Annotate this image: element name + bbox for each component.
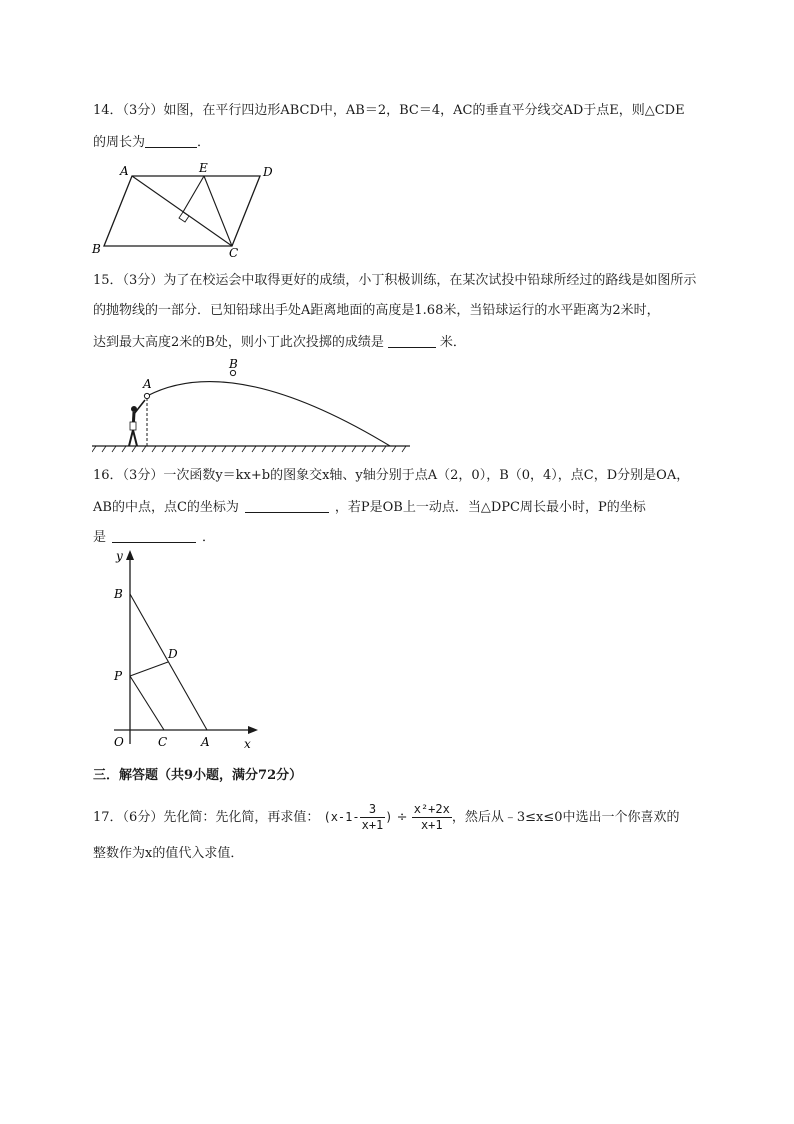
label-a: A <box>143 377 152 391</box>
section3-heading: 三．解答题（共9小题，满分72分） <box>93 768 303 783</box>
q16-line3-pre: 是 <box>93 530 107 545</box>
label-b: B <box>114 587 123 601</box>
frac2-numerator: x²+2x <box>413 802 450 816</box>
q16-line2 <box>93 498 646 517</box>
q17-intro: 先化简：先化简，再求值： <box>163 810 320 825</box>
label-d: D <box>263 165 273 179</box>
x-axis-arrow <box>248 726 258 734</box>
q14-answer-blank[interactable] <box>145 133 197 148</box>
divide-sign: ÷ <box>396 810 408 825</box>
label-d: D <box>168 647 178 661</box>
q16-answer-blank-c[interactable] <box>245 498 329 513</box>
frac2-denominator: x+1 <box>420 818 443 832</box>
expr-open: (x-1- <box>323 810 360 824</box>
q17-number: 17．（6分） <box>93 810 164 825</box>
q17-tail: ，然后从﹣3≤x≤0中选出一个你喜欢的 <box>451 810 680 825</box>
q15-answer-blank[interactable] <box>388 333 436 348</box>
label-b: B <box>92 242 101 256</box>
q15-line2 <box>93 302 660 320</box>
q15-line1 <box>93 272 696 290</box>
q14-figure <box>80 160 280 260</box>
label-a: A <box>201 735 210 749</box>
trajectory-parabola <box>147 382 390 446</box>
q15-line3-pre: 达到最大高度2米的B处，则小丁此次投掷的成绩是 <box>93 335 384 350</box>
label-o: O <box>114 735 124 749</box>
q14-line2-pre: 的周长为 <box>93 135 146 150</box>
q14-line1 <box>93 102 685 120</box>
q16-line2-post: ，若P是OB上一动点．当△DPC周长最小时，P的坐标 <box>334 500 646 515</box>
perpendicular-bisector <box>183 176 204 212</box>
ground-hatching <box>92 446 406 452</box>
expr-close: ) <box>385 810 393 824</box>
q16-line2-pre: AB的中点，点C的坐标为 <box>93 500 239 515</box>
q16-coordinate-figure <box>104 544 264 754</box>
point-b-peak <box>230 370 235 375</box>
q14-line2-post: ． <box>197 135 211 150</box>
segment-ec <box>204 176 232 246</box>
q16-line3-post: ． <box>202 530 216 545</box>
q15-figure <box>92 358 412 454</box>
frac1-denominator: x+1 <box>361 818 384 832</box>
q14-number: 14．（3分） <box>93 103 164 118</box>
thrower-figure <box>129 400 145 446</box>
q14-line2 <box>93 133 210 152</box>
q15-line3 <box>93 333 466 352</box>
point-a-shot <box>144 393 149 398</box>
label-e: E <box>199 161 208 175</box>
q15-line3-post: 米． <box>439 335 466 350</box>
label-y: y <box>116 549 123 563</box>
right-angle-mark <box>179 212 189 222</box>
q16-text: 一次函数y＝kx+b的图象交x轴、y轴分别于点A（2，0），B（0，4），点C，D分别是OA， <box>163 468 690 483</box>
frac1-numerator: 3 <box>360 802 386 818</box>
q15-number: 15．（3分） <box>93 273 164 288</box>
label-a: A <box>120 164 129 178</box>
q14-text: 如图，在平行四边形ABCD中，AB＝2，BC＝4，AC的垂直平分线交AD于点E，则△CDE <box>163 103 685 118</box>
q17-line2 <box>93 845 243 863</box>
q17-line1 <box>93 800 680 835</box>
q15-text: 为了在校运会中取得更好的成绩，小丁积极训练，在某次试投中铅球所经过的路线是如图所示 <box>163 273 697 288</box>
segment-pc <box>130 676 164 730</box>
q16-answer-blank-p[interactable] <box>112 528 196 543</box>
q17-text2: 整数作为x的值代入求值． <box>93 846 244 861</box>
segment-pd <box>130 662 168 676</box>
label-x: x <box>244 737 251 751</box>
label-c: C <box>229 246 239 260</box>
y-axis-arrow <box>126 550 134 560</box>
diagonal-ac <box>132 176 232 246</box>
label-b: B <box>229 358 238 371</box>
fraction-x2-2x-over-x1 <box>412 802 452 833</box>
label-c: C <box>158 735 168 749</box>
fraction-3-over-x1 <box>360 802 386 833</box>
q15-text2: 的抛物线的一部分．已知铅球出手处A距离地面的高度是1.68米，当铅球运行的水平距离为2米时， <box>93 303 660 318</box>
q16-number: 16．（3分） <box>93 468 164 483</box>
q16-line1 <box>93 467 689 485</box>
label-p: P <box>114 669 123 683</box>
line-ab <box>130 594 207 730</box>
